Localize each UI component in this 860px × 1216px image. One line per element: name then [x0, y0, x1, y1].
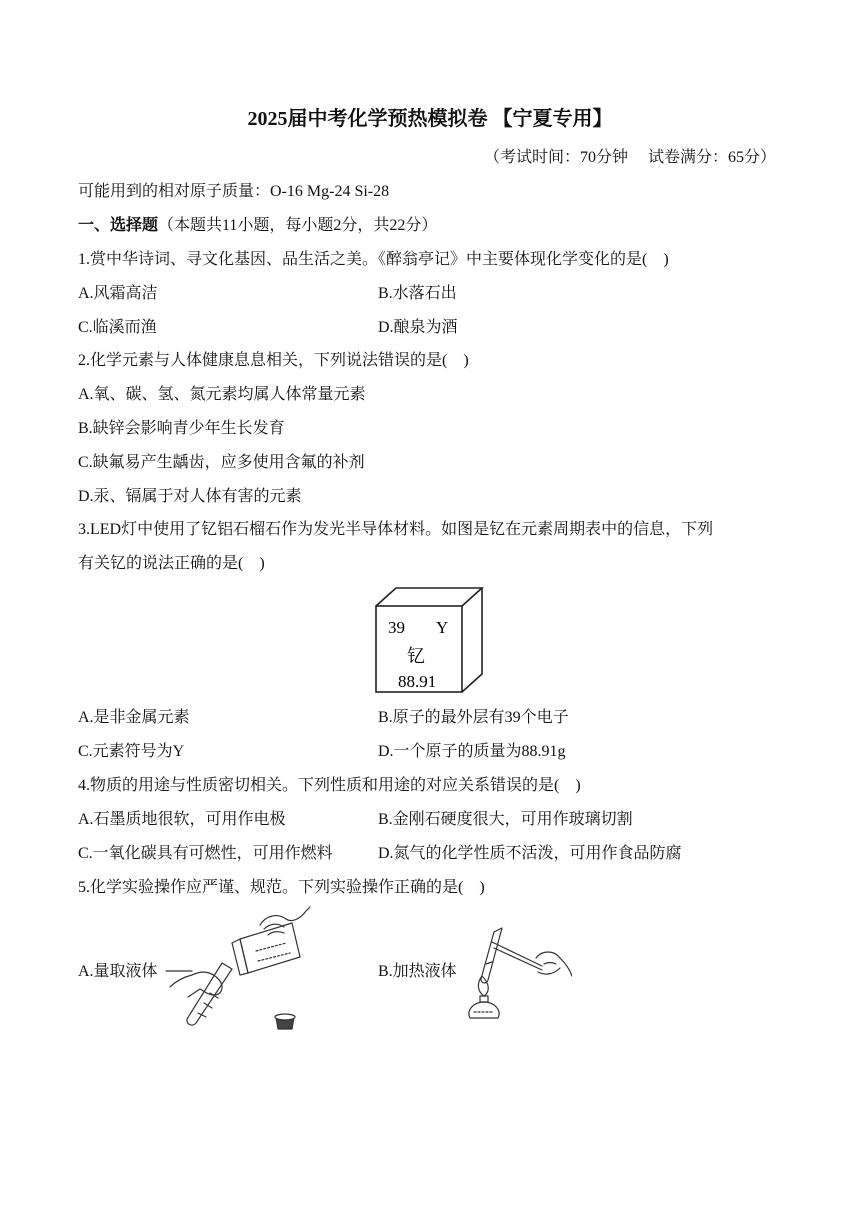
reagent-bottle-icon: [232, 923, 300, 975]
element-symbol: Y: [436, 618, 449, 637]
element-name: 钇: [407, 646, 425, 666]
question-1-option-b: B.水落石出: [378, 285, 457, 302]
element-atomic-mass: 88.91: [398, 672, 437, 691]
question-3-option-a: A.是非金属元素: [78, 709, 190, 726]
bottle-stopper-icon: [275, 1014, 295, 1029]
hand-icon: [536, 952, 572, 976]
question-4-stem: 4.物质的用途与性质密切相关。下列性质和用途的对应关系错误的是( ): [78, 777, 581, 794]
element-cell-figure: [370, 582, 490, 696]
question-5-option-b: B.加热液体: [378, 963, 457, 980]
question-5-option-a: A.量取液体: [78, 963, 158, 980]
question-1-stem: 1.赏中华诗词、寻文化基因、品生活之美。《醉翁亭记》中主要体现化学变化的是( ): [78, 251, 669, 268]
question-4-option-a: A.石墨质地很软，可用作电极: [78, 811, 286, 828]
atomic-masses-note: 可能用到的相对原子质量：O-16 Mg-24 Si-28: [78, 183, 390, 200]
tube-holder-icon: [492, 942, 542, 970]
question-2-option-c: C.缺氟易产生龋齿，应多使用含氟的补剂: [78, 454, 365, 471]
question-4-option-c: C.一氧化碳具有可燃性，可用作燃料: [78, 845, 333, 862]
question-5-stem: 5.化学实验操作应严谨、规范。下列实验操作正确的是( ): [78, 879, 485, 896]
section-note: （本题共11小题，每小题2分，共22分）: [158, 217, 438, 234]
heating-liquid-illustration: [460, 918, 572, 1022]
page-title: 2025届中考化学预热模拟卷 【宁夏专用】: [247, 108, 613, 130]
question-2-option-b: B.缺锌会影响青少年生长发育: [78, 420, 285, 437]
question-3-option-b: B.原子的最外层有39个电子: [378, 709, 569, 726]
question-3-stem-line-2: 有关钇的说法正确的是( ): [78, 555, 265, 572]
question-2-option-a: A.氧、碳、氢、氮元素均属人体常量元素: [78, 386, 366, 403]
question-4-option-b: B.金刚石硬度很大，可用作玻璃切割: [378, 811, 633, 828]
question-1-option-d: D.酿泉为酒: [378, 319, 458, 336]
section-heading: [78, 216, 437, 236]
question-3-option-d: D.一个原子的质量为88.91g: [378, 743, 566, 760]
question-2-option-d: D.汞、镉属于对人体有害的元素: [78, 488, 302, 505]
question-1-option-c: C.临溪而渔: [78, 319, 157, 336]
alcohol-lamp-icon: [469, 996, 499, 1018]
element-atomic-number: 39: [388, 618, 405, 637]
test-tube-icon: [481, 928, 502, 983]
question-3-option-c: C.元素符号为Y: [78, 743, 185, 760]
exam-info: （考试时间：70分钟 试卷满分：65分）: [483, 149, 776, 166]
hand-icon: [170, 972, 222, 997]
flame-icon: [478, 976, 488, 996]
question-3-stem-line-1: 3.LED灯中使用了钇铝石榴石作为发光半导体材料。如图是钇在元素周期表中的信息，下列: [78, 521, 714, 538]
question-4-option-d: D.氮气的化学性质不活泼，可用作食品防腐: [378, 845, 682, 862]
question-1-option-a: A.风霜高洁: [78, 285, 158, 302]
question-2-stem: 2.化学元素与人体健康息息相关，下列说法错误的是( ): [78, 352, 469, 369]
section-title: 一、选择题: [78, 217, 159, 234]
measuring-liquid-illustration: [160, 905, 320, 1035]
